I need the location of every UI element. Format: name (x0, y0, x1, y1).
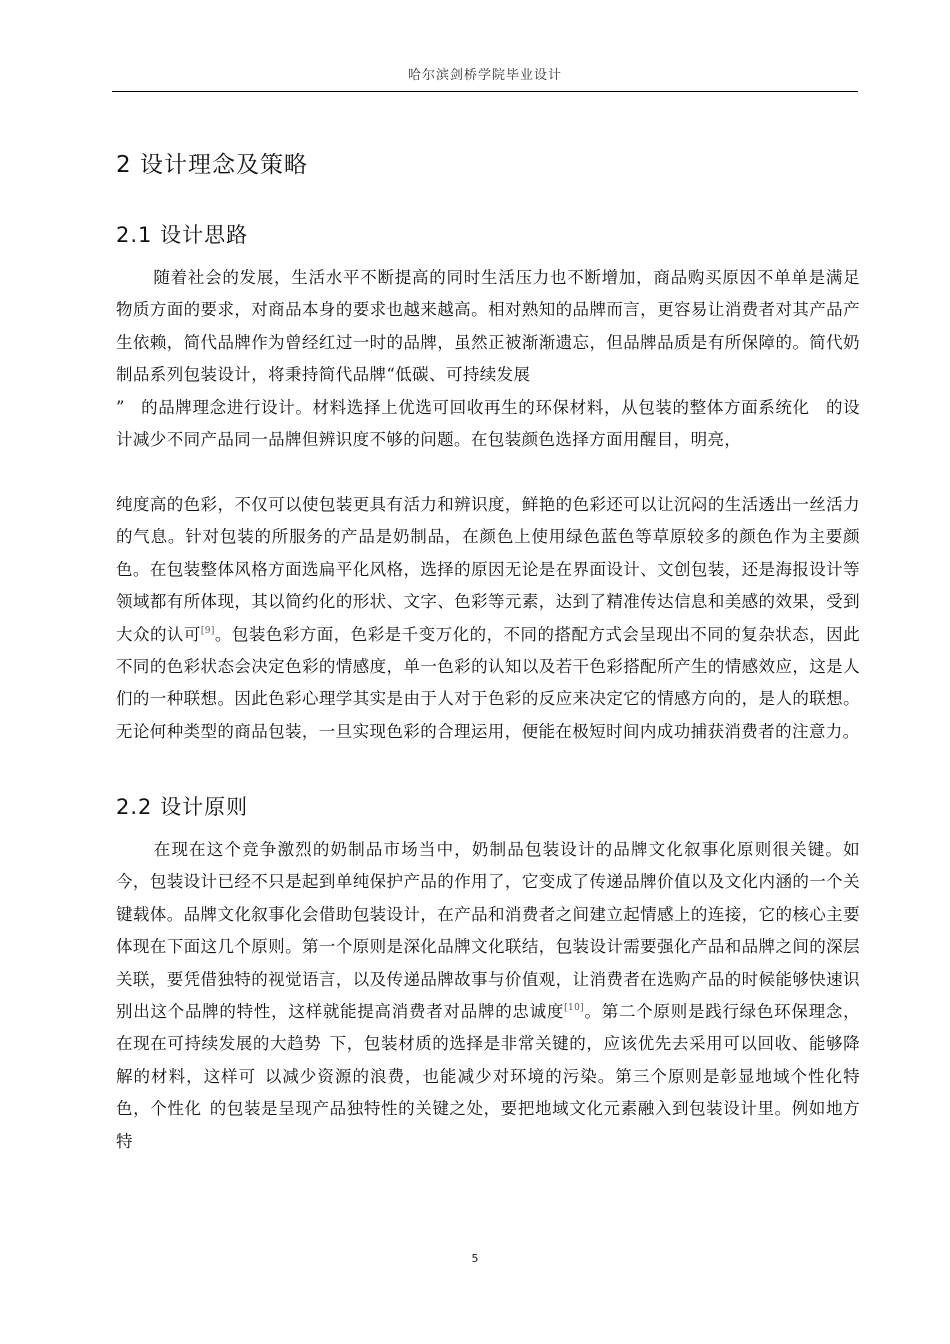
section-title-design-idea: 2.1 设计思路 (116, 223, 249, 247)
citation-marker: [10] (564, 1003, 585, 1014)
citation-marker: [9] (200, 625, 215, 636)
paragraph-design-idea-2 (116, 489, 860, 748)
paragraph-text: 纯度高的色彩，不仅可以使包装更具有活力和辨识度，鲜艳的色彩还可以让沉闷的生活透出一丝活力的气息。针对包装的所服务的产品是奶制品，在颜色上使用绿色蓝色等草原较多的颜色作为主要颜色。在包装整体风格方面选扁平化风格，选择的原因无论是在界面设计、文创包装，还是海报设计等领域都有所体现，其以简约化的形状、文字、色彩等元素，达到了精准传达信息和美感的效果，受到大众的认可 (116, 495, 860, 644)
section-title-design-principles: 2.2 设计原则 (116, 795, 249, 819)
running-header: 哈尔滨剑桥学院毕业设计 (407, 68, 562, 83)
paragraph-text: ” (116, 397, 125, 417)
paragraph-text: 的品牌理念进行设计。材料选择上优选可回收再生的环保材料，从包装的整体方面系统化 (140, 397, 810, 417)
paragraph-text: 以减少资源的浪费，也能减少对环境的污染。第三个原则是彰显地域个性化特色，个性化 (116, 1066, 861, 1119)
paragraph-text: 。第二个原则是践行绿色环保理念，在现在可持续发展的大趋势 (116, 1002, 860, 1054)
paragraph-design-idea-1 (116, 262, 860, 456)
paragraph-text: 在现在这个竞争激烈的奶制品市场当中，奶制品包装设计的品牌文化叙事化原则很关键。如今，包装设计已经不只是起到单纯保护产品的作用了，它变成了传递品牌价值以及文化内涵的一个关键载体。品牌文化叙事化会借助包装设计，在产品和消费者之间建立起情感上的连接，它的核心主要体现在下面这几个原则。第一个原则是深化品牌文化联结，包装设计需要强化产品和品牌之间的深层关联，要凭借独特的视觉语言，以及传递品牌故事与价值观，让消费者在选购产品的时候能够快速识别出这个品牌的特性，这样就能提高消费者对品牌的忠诚度 (116, 840, 860, 1022)
header-divider (112, 91, 858, 92)
page-number: 5 (471, 1252, 479, 1265)
paragraph-text: 。包装色彩方面，色彩是千变万化的，不同的搭配方式会呈现出不同的复杂状态，因此不同的色彩状态会决定色彩的情感度，单一色彩的认知以及若干色彩搭配所产生的情感效应，这是人们的一种联想。因此色彩心理学其实是由于人对于色彩的反应来决定它的情感方向的，是人的联想。无论何种类型的商品包装，一旦实现色彩的合理运用，便能在极短时间内成功捕获消费者的注意力。 (116, 624, 860, 741)
paragraph-text: 下，包装材质的选择是非常关键的，应该优先去采用可以回收、能够降解的材料，这样可 (116, 1034, 860, 1086)
paragraph-text: 的设计减少不同产品同一品牌但辨识度不够的问题。在包装颜色选择方面用醒目，明亮， (116, 397, 860, 450)
paragraph-text: 的包装是呈现产品独特性的关键之处，要把地域文化元素融入到包装设计里。例如地方特 (116, 1099, 861, 1151)
chapter-title: 2 设计理念及策略 (116, 152, 308, 178)
paragraph-design-principles-1 (116, 834, 860, 1158)
paragraph-text: 随着社会的发展，生活水平不断提高的同时生活压力也不断增加，商品购买原因不单单是满足物质方面的要求，对商品本身的要求也越来越高。相对熟知的品牌而言，更容易让消费者对其产品产生依赖，简代品牌作为曾经红过一时的品牌，虽然正被渐渐遗忘，但品牌品质是有所保障的。简代奶制品系列包装设计，将秉持简代品牌“低碳、可持续发展 (116, 268, 860, 385)
